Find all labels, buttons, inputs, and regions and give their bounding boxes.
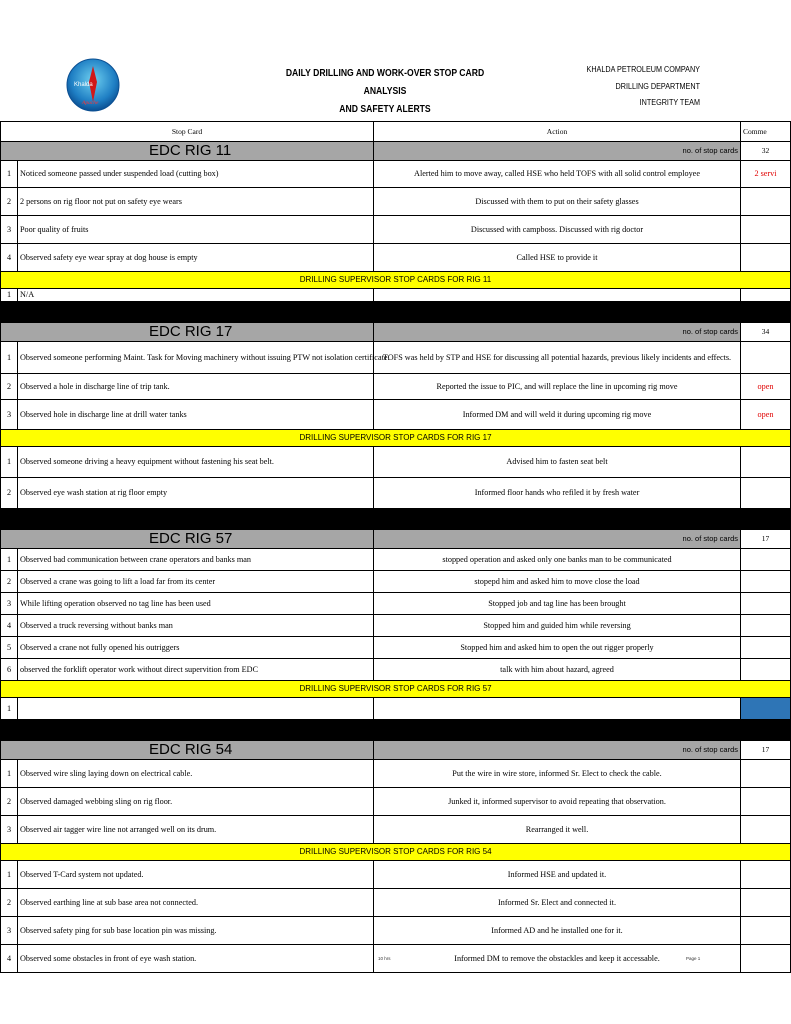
stop-card-description: Noticed someone passed under suspended load (cutting box) bbox=[18, 161, 374, 188]
stop-card-description: observed the forklift operator work without direct supervition from EDC bbox=[18, 659, 374, 681]
comment bbox=[741, 889, 791, 917]
comment bbox=[741, 788, 791, 816]
row-number: 3 bbox=[1, 593, 18, 615]
svg-text:Khalda: Khalda bbox=[74, 82, 93, 88]
comment bbox=[741, 447, 791, 478]
action-taken: TOFS was held by STP and HSE for discussing all potential hazards, previous likely incidents and effects. bbox=[374, 342, 741, 374]
comment bbox=[741, 216, 791, 244]
col-stop-card: Stop Card bbox=[1, 122, 374, 142]
stop-card-description bbox=[18, 698, 374, 720]
section-separator bbox=[1, 720, 791, 741]
col-action: Action bbox=[374, 122, 741, 142]
row-number: 1 bbox=[1, 760, 18, 788]
section-separator bbox=[1, 509, 791, 530]
row-number: 3 bbox=[1, 917, 18, 945]
stop-card-description: While lifting operation observed no tag line has been used bbox=[18, 593, 374, 615]
supervisor-title-row bbox=[1, 844, 791, 861]
action-taken: Informed AD and he installed one for it. bbox=[374, 917, 741, 945]
department-name: DRILLING DEPARTMENT bbox=[615, 80, 700, 91]
stop-card-description: Observed hole in discharge line at drill water tanks bbox=[18, 400, 374, 430]
stop-card-row bbox=[1, 549, 791, 571]
comment bbox=[741, 637, 791, 659]
row-number: 1 bbox=[1, 161, 18, 188]
row-number: 2 bbox=[1, 478, 18, 509]
row-number: 1 bbox=[1, 698, 18, 720]
action-taken: Junked it, informed supervisor to avoid repeating that observation. bbox=[374, 788, 741, 816]
comment bbox=[741, 760, 791, 788]
stop-card-row bbox=[1, 342, 791, 374]
comment bbox=[741, 244, 791, 272]
action-taken: stopepd him and asked him to move close the load bbox=[374, 571, 741, 593]
action-taken: Called HSE to provide it bbox=[374, 244, 741, 272]
stop-card-description: Poor quality of fruits bbox=[18, 216, 374, 244]
stop-card-count: 34 bbox=[741, 323, 791, 342]
stop-card-row bbox=[1, 244, 791, 272]
action-taken: talk with him about hazard, agreed bbox=[374, 659, 741, 681]
row-number: 6 bbox=[1, 659, 18, 681]
comment: open bbox=[741, 374, 791, 400]
stop-card-description: Observed wire sling laying down on electrical cable. bbox=[18, 760, 374, 788]
action-taken: Informed Sr. Elect and connected it. bbox=[374, 889, 741, 917]
row-number: 2 bbox=[1, 889, 18, 917]
action-taken: Stopped job and tag line has been brought bbox=[374, 593, 741, 615]
action-taken: Informed HSE and updated it. bbox=[374, 861, 741, 889]
stop-card-description: Observed bad communication between crane operators and banks man bbox=[18, 549, 374, 571]
stop-card-description: Observed a crane was going to lift a load far from its center bbox=[18, 571, 374, 593]
action-taken: Reported the issue to PIC, and will replace the line in upcoming rig move bbox=[374, 374, 741, 400]
row-number: 3 bbox=[1, 400, 18, 430]
stop-card-count: 32 bbox=[741, 142, 791, 161]
comment bbox=[741, 698, 791, 720]
comment bbox=[741, 659, 791, 681]
row-number: 4 bbox=[1, 244, 18, 272]
stop-card-description: 2 persons on rig floor not put on safety eye wears bbox=[18, 188, 374, 216]
report-header bbox=[0, 0, 768, 121]
supervisor-title: DRILLING SUPERVISOR STOP CARDS FOR RIG 17 bbox=[1, 430, 791, 447]
action-taken: Informed floor hands who refiled it by fresh water bbox=[374, 478, 741, 509]
row-number: 2 bbox=[1, 188, 18, 216]
action-taken bbox=[374, 698, 741, 720]
comment bbox=[741, 571, 791, 593]
comment bbox=[741, 342, 791, 374]
rig-name: EDC RIG 57 bbox=[1, 530, 374, 549]
stop-card-count-label: no. of stop cards bbox=[374, 741, 741, 760]
stop-card-count-label: no. of stop cards bbox=[374, 323, 741, 342]
footer-left-mark: 10 hrs bbox=[378, 956, 391, 961]
comment bbox=[741, 861, 791, 889]
stop-card-row bbox=[1, 615, 791, 637]
comment bbox=[741, 289, 791, 302]
separator-cell bbox=[1, 302, 791, 323]
action-taken: Rearranged it well. bbox=[374, 816, 741, 844]
action-taken: Advised him to fasten seat belt bbox=[374, 447, 741, 478]
rig-name: EDC RIG 54 bbox=[1, 741, 374, 760]
stop-card-row bbox=[1, 400, 791, 430]
stop-card-description: Observed air tagger wire line not arranged well on its drum. bbox=[18, 816, 374, 844]
section-separator bbox=[1, 302, 791, 323]
row-number: 1 bbox=[1, 289, 18, 302]
stop-card-description: Observed a truck reversing without banks man bbox=[18, 615, 374, 637]
company-name: KHALDA PETROLEUM COMPANY bbox=[586, 64, 700, 74]
stop-card-row bbox=[1, 816, 791, 844]
comment bbox=[741, 945, 791, 973]
comment bbox=[741, 816, 791, 844]
comment bbox=[741, 615, 791, 637]
stop-card-description: Observed a hole in discharge line of trip tank. bbox=[18, 374, 374, 400]
row-number: 4 bbox=[1, 945, 18, 973]
supervisor-title-row bbox=[1, 681, 791, 698]
stop-card-table bbox=[0, 121, 791, 973]
stop-card-description: Observed safety eye wear spray at dog house is empty bbox=[18, 244, 374, 272]
supervisor-title: DRILLING SUPERVISOR STOP CARDS FOR RIG 54 bbox=[1, 844, 791, 861]
action-taken: Informed DM and will weld it during upcoming rig move bbox=[374, 400, 741, 430]
comment bbox=[741, 917, 791, 945]
supervisor-stop-card-row bbox=[1, 698, 791, 720]
stop-card-description: Observed someone performing Maint. Task for Moving machinery without issuing PTW not isolation certificate. bbox=[18, 342, 374, 374]
stop-card-count: 17 bbox=[741, 530, 791, 549]
stop-card-description: Observed a crane not fully opened his outriggers bbox=[18, 637, 374, 659]
stop-card-row bbox=[1, 374, 791, 400]
rig-header-rig17 bbox=[1, 323, 791, 342]
stop-card-description: Observed someone driving a heavy equipment without fastening his seat belt. bbox=[18, 447, 374, 478]
row-number: 2 bbox=[1, 788, 18, 816]
stop-card-row bbox=[1, 161, 791, 188]
rig-header-rig57 bbox=[1, 530, 791, 549]
action-taken: Stopped him and asked him to open the out rigger properly bbox=[374, 637, 741, 659]
separator-cell bbox=[1, 509, 791, 530]
comment bbox=[741, 593, 791, 615]
rig-header-rig54 bbox=[1, 741, 791, 760]
company-logo bbox=[66, 58, 120, 112]
comment bbox=[741, 478, 791, 509]
stop-card-row bbox=[1, 593, 791, 615]
team-name: INTEGRITY TEAM bbox=[639, 97, 700, 107]
action-taken bbox=[374, 289, 741, 302]
rig-header-rig11 bbox=[1, 142, 791, 161]
action-taken: stopped operation and asked only one banks man to be communicated bbox=[374, 549, 741, 571]
row-number: 2 bbox=[1, 374, 18, 400]
supervisor-stop-card-row bbox=[1, 889, 791, 917]
stop-card-description: N/A bbox=[18, 289, 374, 302]
action-taken: Discussed with them to put on their safety glasses bbox=[374, 188, 741, 216]
company-block bbox=[581, 61, 700, 111]
stop-card-row bbox=[1, 188, 791, 216]
action-taken: Stopped him and guided him while reversing bbox=[374, 615, 741, 637]
stop-card-row bbox=[1, 760, 791, 788]
title-line-1: DAILY DRILLING AND WORK-OVER STOP CARD ANALYSIS bbox=[285, 67, 485, 97]
stop-card-row bbox=[1, 637, 791, 659]
col-comments: Comme bbox=[741, 122, 791, 142]
supervisor-title-row bbox=[1, 272, 791, 289]
row-number: 4 bbox=[1, 615, 18, 637]
stop-card-description: Observed some obstacles in front of eye wash station. bbox=[18, 945, 374, 973]
row-number: 5 bbox=[1, 637, 18, 659]
comment: open bbox=[741, 400, 791, 430]
action-taken: Put the wire in wire store, informed Sr. Elect to check the cable. bbox=[374, 760, 741, 788]
stop-card-description: Observed safety ping for sub base location pin was missing. bbox=[18, 917, 374, 945]
action-taken: Discussed with campboss. Discussed with rig doctor bbox=[374, 216, 741, 244]
supervisor-stop-card-row bbox=[1, 447, 791, 478]
action-taken: Alerted him to move away, called HSE who held TOFS with all solid control employee bbox=[374, 161, 741, 188]
stop-card-row bbox=[1, 216, 791, 244]
stop-card-description: Observed damaged webbing sling on rig floor. bbox=[18, 788, 374, 816]
report-title bbox=[274, 64, 495, 118]
row-number: 3 bbox=[1, 216, 18, 244]
supervisor-title-row bbox=[1, 430, 791, 447]
svg-text:Apache: Apache bbox=[82, 100, 99, 106]
title-line-2: AND SAFETY ALERTS bbox=[339, 103, 431, 115]
row-number: 1 bbox=[1, 447, 18, 478]
stop-card-count-label: no. of stop cards bbox=[374, 142, 741, 161]
stop-card-row bbox=[1, 571, 791, 593]
row-number: 1 bbox=[1, 861, 18, 889]
supervisor-stop-card-row bbox=[1, 917, 791, 945]
comment bbox=[741, 188, 791, 216]
stop-card-row bbox=[1, 788, 791, 816]
comment bbox=[741, 549, 791, 571]
row-number: 1 bbox=[1, 549, 18, 571]
stop-card-description: Observed eye wash station at rig floor empty bbox=[18, 478, 374, 509]
stop-card-count: 17 bbox=[741, 741, 791, 760]
footer-right-mark: Page 1 bbox=[686, 956, 701, 961]
supervisor-stop-card-row bbox=[1, 861, 791, 889]
row-number: 1 bbox=[1, 342, 18, 374]
supervisor-stop-card-row bbox=[1, 289, 791, 302]
supervisor-title: DRILLING SUPERVISOR STOP CARDS FOR RIG 11 bbox=[1, 272, 791, 289]
separator-cell bbox=[1, 720, 791, 741]
stop-card-description: Observed earthing line at sub base area not connected. bbox=[18, 889, 374, 917]
stop-card-row bbox=[1, 659, 791, 681]
comment: 2 servi bbox=[741, 161, 791, 188]
rig-name: EDC RIG 11 bbox=[1, 142, 374, 161]
stop-card-count-label: no. of stop cards bbox=[374, 530, 741, 549]
action-taken: Informed DM to remove the obstackles and keep it accessable. bbox=[374, 945, 741, 973]
row-number: 2 bbox=[1, 571, 18, 593]
supervisor-stop-card-row bbox=[1, 478, 791, 509]
column-header-row bbox=[1, 122, 791, 142]
supervisor-stop-card-row bbox=[1, 945, 791, 973]
row-number: 3 bbox=[1, 816, 18, 844]
supervisor-title: DRILLING SUPERVISOR STOP CARDS FOR RIG 57 bbox=[1, 681, 791, 698]
rig-name: EDC RIG 17 bbox=[1, 323, 374, 342]
stop-card-description: Observed T-Card system not updated. bbox=[18, 861, 374, 889]
